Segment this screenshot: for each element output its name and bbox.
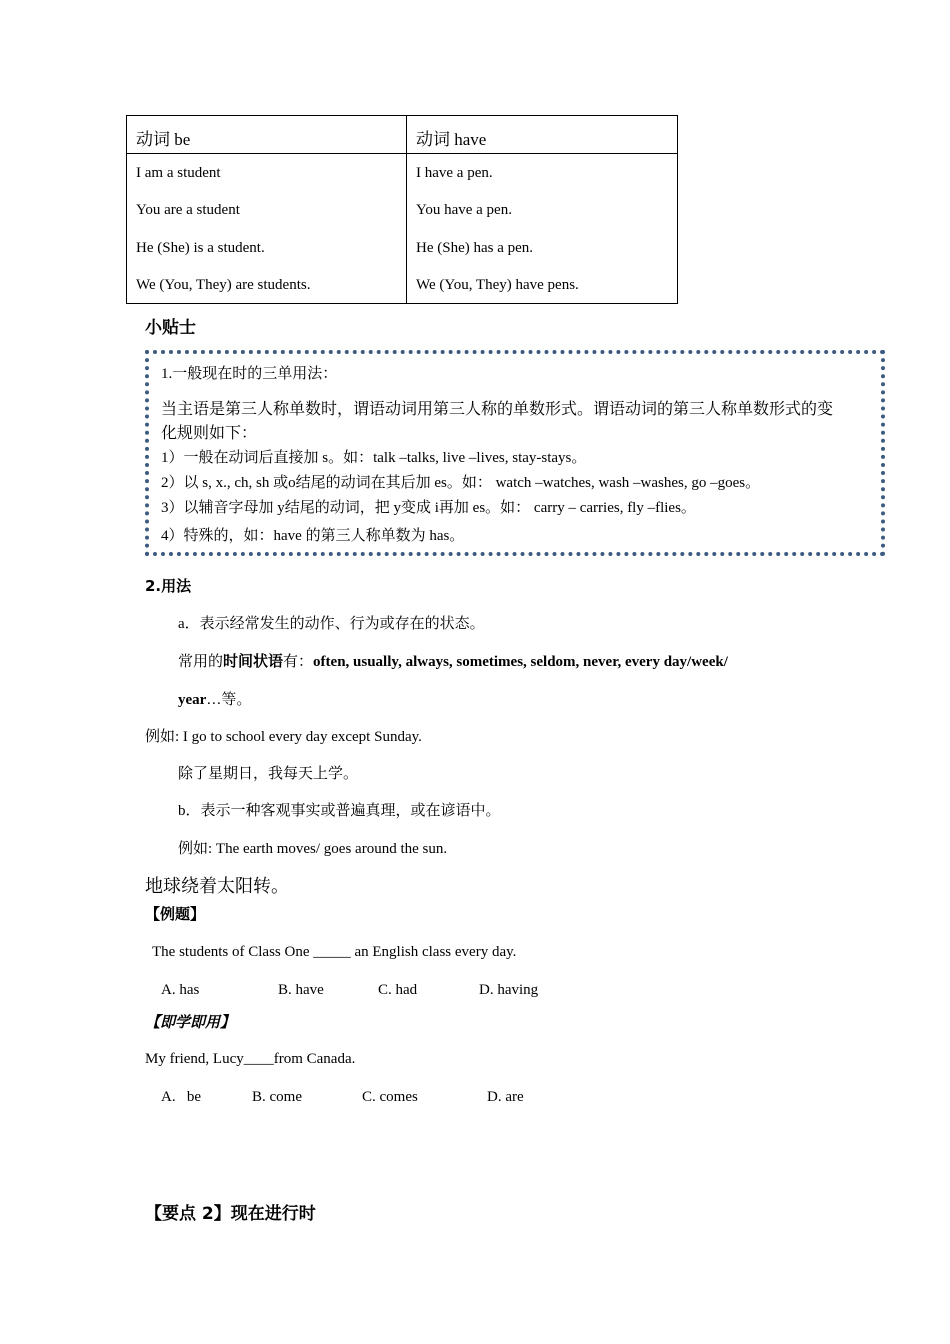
tips-title: 小贴士 <box>145 318 196 338</box>
usage-b-line: b．表示一种客观事实或普遍真理，或在谚语中。 <box>178 803 501 819</box>
table-cell: You are a student <box>136 202 240 218</box>
table-cell: He (She) is a student. <box>136 240 265 256</box>
example-option-b: B. have <box>278 982 324 998</box>
practice-option-a: A. be <box>161 1089 201 1105</box>
example2-zh: 地球绕着太阳转。 <box>145 876 289 896</box>
usage-heading: 2.用法 <box>145 577 192 595</box>
example1-en: 例如: I go to school every day except Sunday. <box>145 729 422 745</box>
table-cell: I am a student <box>136 165 221 181</box>
table-header-have: 动词 have <box>416 130 487 149</box>
adverbials-end: …等。 <box>206 692 252 708</box>
usage-a-line: a．表示经常发生的动作、行为或存在的状态。 <box>178 616 485 632</box>
table-cell: I have a pen. <box>416 165 493 181</box>
example-question: The students of Class One _____ an English class every day. <box>152 944 517 960</box>
tip-line: 当主语是第三人称单数时，谓语动词用第三人称的单数形式。谓语动词的第三人称单数形式的变 <box>161 401 834 418</box>
example1-zh: 除了星期日，我每天上学。 <box>178 766 359 782</box>
usage-adverbials <box>178 650 728 671</box>
table-cell: You have a pen. <box>416 202 512 218</box>
table-cell: We (You, They) are students. <box>136 277 311 293</box>
adverbials-prefix: 常用的 <box>178 654 224 670</box>
next-point-heading: 【要点 2】现在进行时 <box>145 1204 316 1224</box>
table-header-be: 动词 be <box>136 130 191 149</box>
practice-option-d: D. are <box>487 1089 524 1105</box>
adverbials-list: often, usually, always, sometimes, seldom, never, every day/week/ <box>313 654 728 670</box>
adverbials-mid: 有： <box>283 654 314 670</box>
practice-question: My friend, Lucy____from Canada. <box>145 1051 356 1067</box>
usage-adverbials-cont <box>178 688 251 709</box>
example-option-d: D. having <box>479 982 539 998</box>
tip-line: 化规则如下： <box>161 425 258 442</box>
practice-heading: 【即学即用】 <box>145 1013 236 1031</box>
tip-line: 4）特殊的，如：have 的第三人称单数为 has。 <box>161 528 465 544</box>
example-heading: 【例题】 <box>145 905 206 923</box>
tips-box <box>145 350 885 556</box>
adverbials-cont: year <box>178 692 207 708</box>
practice-option-c: C. comes <box>362 1089 418 1105</box>
tip-line: 1.一般现在时的三单用法： <box>161 366 338 382</box>
table-column-divider <box>406 116 407 303</box>
example-option-a: A. has <box>161 982 200 998</box>
table-cell: We (You, They) have pens. <box>416 277 579 293</box>
tip-line: 1）一般在动词后直接加 s。如：talk –talks, live –lives, stay-stays。 <box>161 450 587 466</box>
table-cell: He (She) has a pen. <box>416 240 534 256</box>
adverbials-label: 时间状语 <box>223 654 284 670</box>
tip-line: 2）以 s, x., ch, sh 或o结尾的动词在其后加 es。如： watch –watches, wash –washes, go –goes。 <box>161 475 761 491</box>
practice-option-b: B. come <box>252 1089 302 1105</box>
verb-comparison-table <box>126 115 678 304</box>
example-option-c: C. had <box>378 982 418 998</box>
example2-en: 例如: The earth moves/ goes around the sun. <box>178 841 448 857</box>
table-header-divider <box>127 153 677 154</box>
tip-line: 3）以辅音字母加 y结尾的动词，把 y变成 i再加 es。如： carry – carries, fly –flies。 <box>161 500 696 516</box>
